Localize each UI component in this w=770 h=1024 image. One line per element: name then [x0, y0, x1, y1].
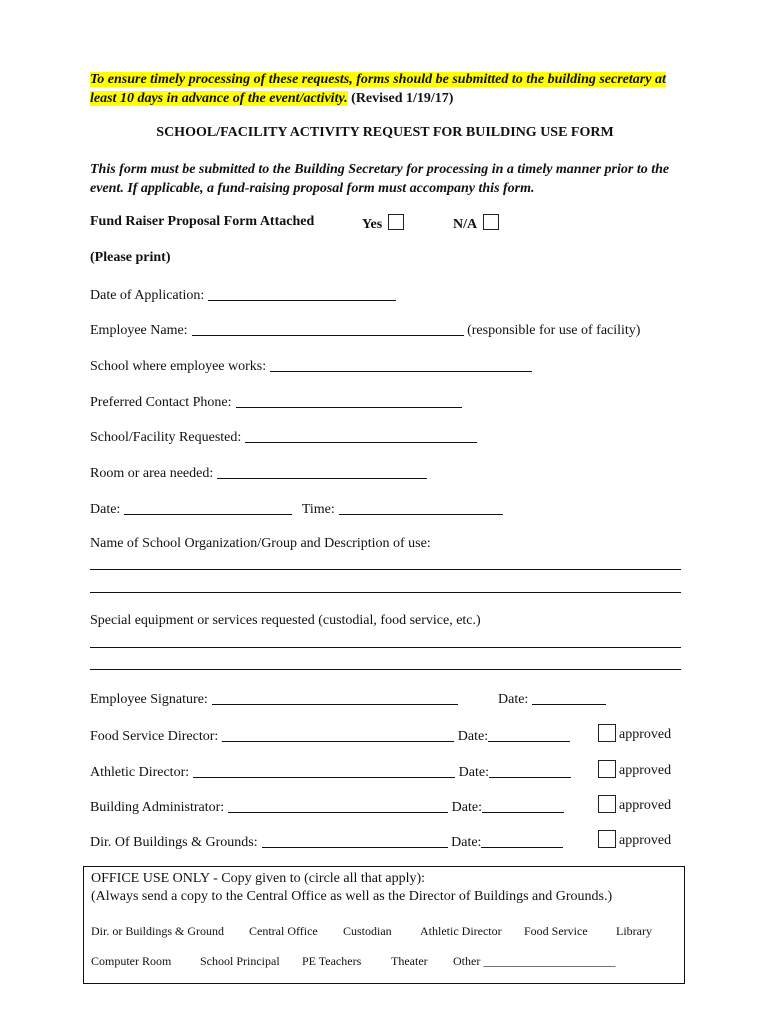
copy-option[interactable]: Central Office [249, 924, 318, 938]
school-employee-row [90, 357, 532, 375]
time-input[interactable] [339, 500, 503, 515]
approved-checkbox-food-service[interactable] [598, 724, 616, 742]
approver-date-input[interactable] [482, 798, 564, 813]
copy-option[interactable]: Athletic Director [420, 924, 502, 938]
room-needed-input[interactable] [217, 464, 427, 479]
approver-date-label: Date: [457, 729, 489, 744]
fund-raiser-yes[interactable] [362, 214, 404, 233]
office-use-box [83, 866, 685, 984]
approver-date-input[interactable] [481, 833, 563, 848]
facility-requested-row [90, 428, 477, 446]
organization-description-line-2[interactable] [90, 592, 681, 593]
na-checkbox[interactable] [483, 214, 499, 230]
approver-label: Athletic Director: [90, 765, 190, 780]
approved-checkbox-athletic[interactable] [598, 760, 616, 778]
approved-label: approved [619, 833, 672, 848]
room-needed-label: Room or area needed: [90, 466, 214, 481]
office-use-heading: OFFICE USE ONLY - Copy given to (circle all that apply): [91, 871, 426, 886]
employee-signature-label: Employee Signature: [90, 692, 208, 707]
school-employee-label: School where employee works: [90, 359, 267, 374]
approver-date-input[interactable] [488, 727, 570, 742]
room-needed-row [90, 464, 427, 482]
approver-date-label: Date: [451, 800, 482, 815]
submission-notice [90, 70, 690, 108]
organization-description-line-1[interactable] [90, 569, 681, 570]
form-instructions: This form must be submitted to the Building Secretary for processing in a timely manner prior to the event. If applicable, a fund-raising proposal form must accompany this form. [90, 162, 670, 196]
employee-name-row [90, 321, 640, 339]
copy-option[interactable]: PE Teachers [302, 954, 362, 968]
fund-raiser-label: Fund Raiser Proposal Form Attached [90, 214, 315, 229]
special-equipment-line-1[interactable] [90, 647, 681, 648]
approver-signature-input[interactable] [193, 763, 455, 778]
employee-signature-input[interactable] [212, 690, 458, 705]
approver-row-food-service [90, 727, 570, 745]
copy-option[interactable]: Computer Room [91, 954, 172, 968]
date-input[interactable] [124, 500, 292, 515]
approver-signature-input[interactable] [228, 798, 448, 813]
copy-option[interactable]: Dir. or Buildings & Ground [91, 924, 225, 938]
time-label: Time: [301, 502, 335, 517]
contact-phone-input[interactable] [236, 393, 462, 408]
employee-name-label: Employee Name: [90, 323, 188, 338]
approver-row-buildings-grounds [90, 833, 563, 851]
yes-label: Yes [362, 217, 383, 232]
copy-option[interactable]: Custodian [343, 924, 392, 938]
copy-option[interactable]: Library [616, 924, 652, 938]
special-equipment-label: Special equipment or services requested (custodial, food service, etc.) [90, 613, 481, 628]
contact-phone-row [90, 393, 462, 411]
fund-raiser-na[interactable] [453, 214, 499, 233]
school-employee-input[interactable] [270, 357, 532, 372]
approver-date-label: Date: [458, 765, 489, 780]
revision-date: (Revised 1/19/17) [351, 91, 454, 106]
highlighted-notice: To ensure timely processing of these requests, forms should be submitted to the building secretary at least 10 days in advance of the event/activity. [90, 72, 666, 106]
date-of-application-label: Date of Application: [90, 288, 205, 303]
date-time-row [90, 500, 503, 518]
yes-checkbox[interactable] [388, 214, 404, 230]
employee-signature-date-input[interactable] [532, 690, 606, 705]
copy-option-other[interactable]: Other ______________________ [453, 954, 616, 968]
approver-row-athletic [90, 763, 571, 781]
date-of-application-row [90, 286, 396, 304]
date-of-application-input[interactable] [208, 286, 396, 301]
approver-date-label: Date: [451, 835, 482, 850]
approved-label: approved [619, 798, 672, 813]
special-equipment-line-2[interactable] [90, 669, 681, 670]
copy-option[interactable]: Food Service [524, 924, 588, 938]
approver-label: Food Service Director: [90, 729, 219, 744]
approver-label: Dir. Of Buildings & Grounds: [90, 835, 258, 850]
approved-label: approved [619, 763, 672, 778]
office-use-instruction: (Always send a copy to the Central Office as well as the Director of Buildings and Grounds.) [91, 889, 613, 904]
approved-label: approved [619, 727, 672, 742]
form-title: SCHOOL/FACILITY ACTIVITY REQUEST FOR BUILDING USE FORM [156, 125, 614, 140]
facility-requested-label: School/Facility Requested: [90, 430, 242, 445]
employee-name-input[interactable] [192, 321, 464, 336]
approved-checkbox-buildings-grounds[interactable] [598, 830, 616, 848]
please-print: (Please print) [90, 250, 171, 265]
approver-signature-input[interactable] [222, 727, 454, 742]
approver-signature-input[interactable] [262, 833, 448, 848]
na-label: N/A [453, 217, 478, 232]
approver-date-input[interactable] [489, 763, 571, 778]
employee-signature-row [90, 690, 458, 708]
employee-signature-date-label: Date: [498, 692, 529, 707]
approver-label: Building Administrator: [90, 800, 225, 815]
date-label: Date: [90, 502, 121, 517]
facility-requested-input[interactable] [245, 428, 477, 443]
copy-option[interactable]: Theater [391, 954, 428, 968]
contact-phone-label: Preferred Contact Phone: [90, 395, 232, 410]
organization-description-label: Name of School Organization/Group and Description of use: [90, 536, 431, 551]
employee-name-note: (responsible for use of facility) [467, 323, 641, 338]
approved-checkbox-building-admin[interactable] [598, 795, 616, 813]
approver-row-building-admin [90, 798, 564, 816]
employee-signature-date-row [498, 690, 606, 708]
copy-option[interactable]: School Principal [200, 954, 280, 968]
